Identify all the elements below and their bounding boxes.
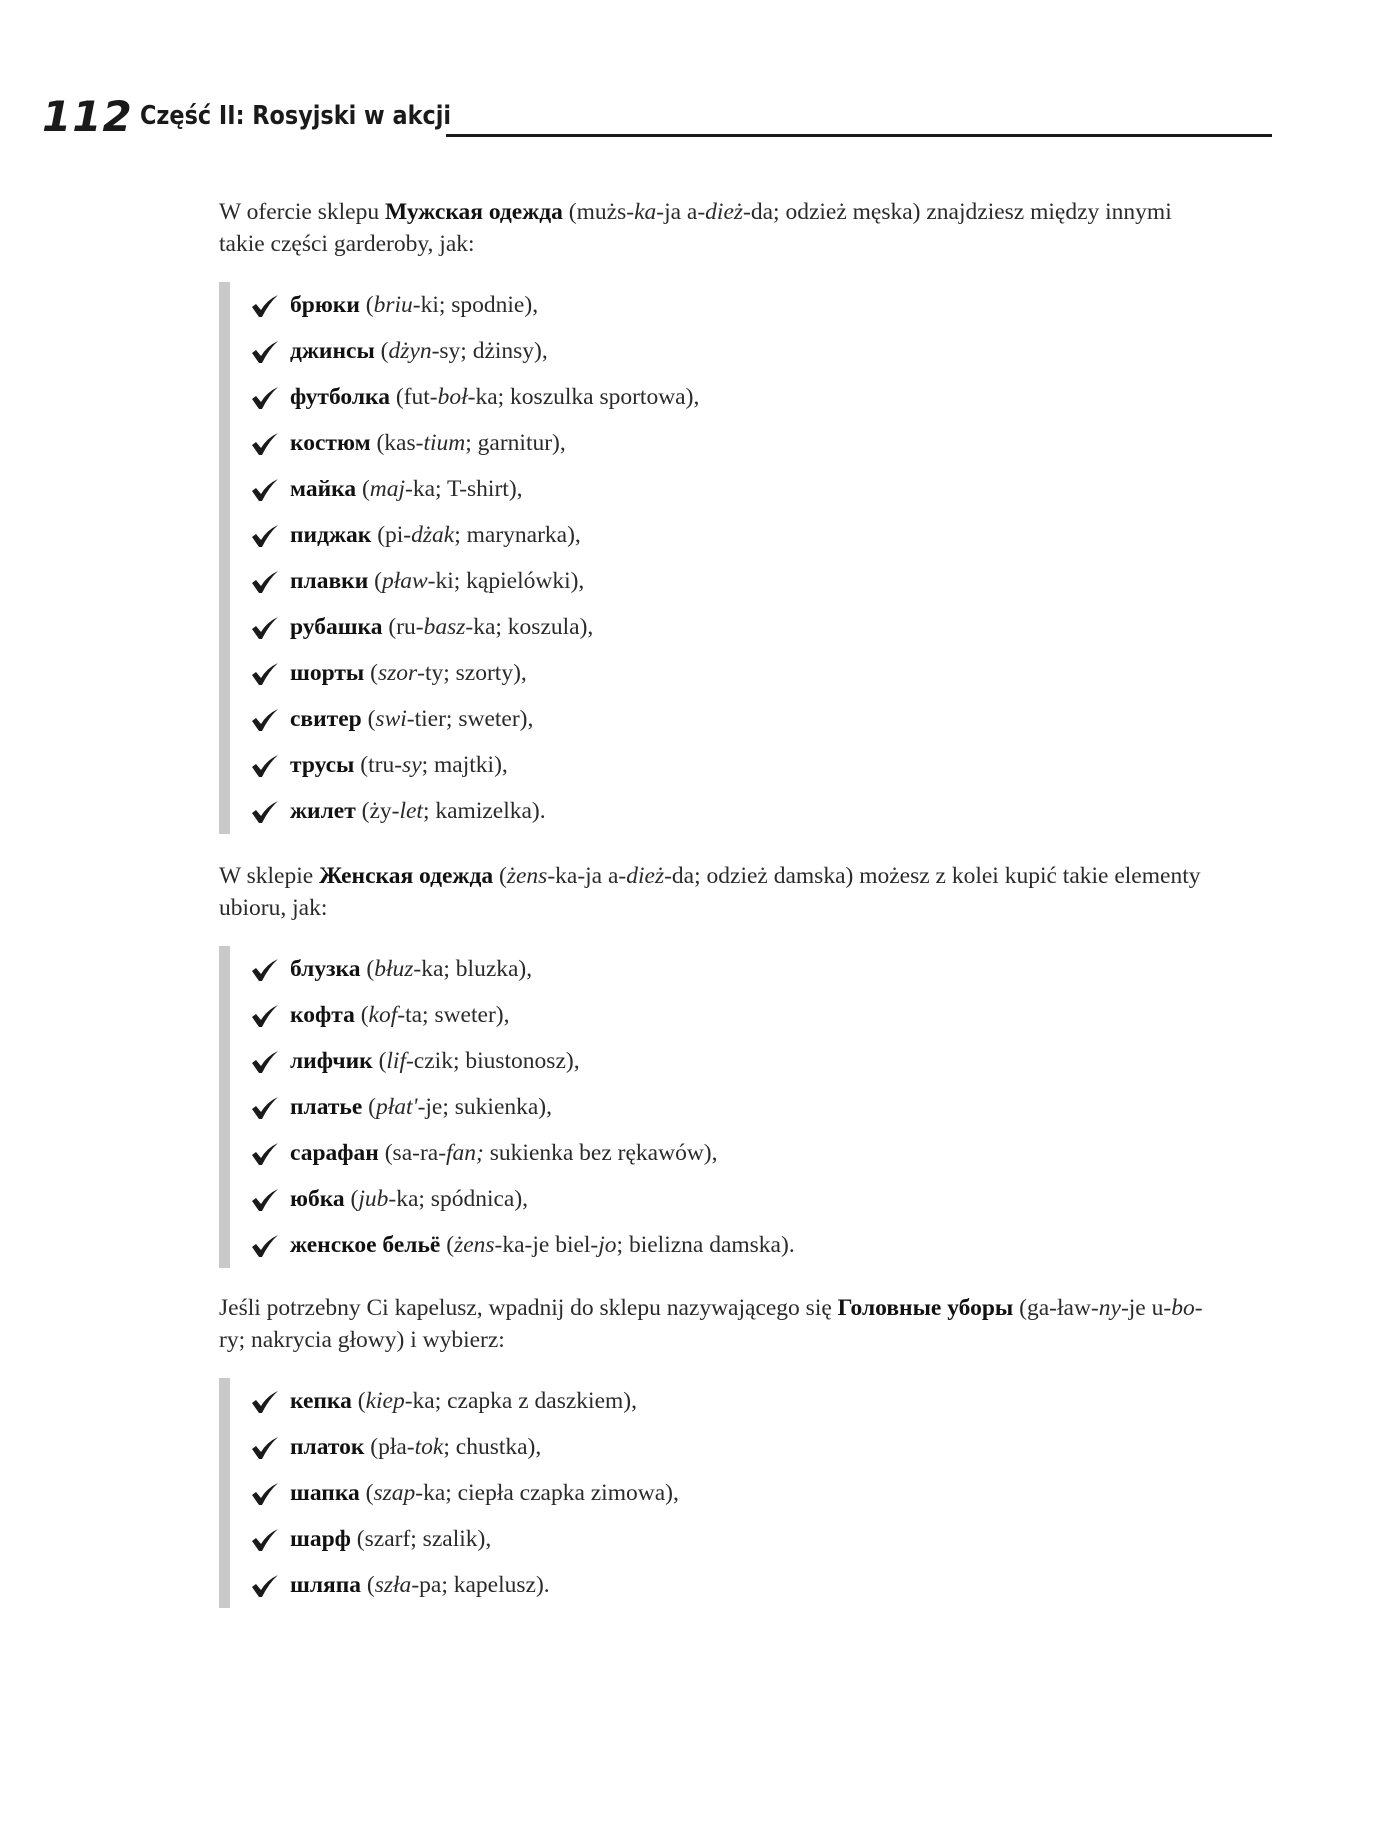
list-item: шорты (szor-ty; szorty),	[230, 650, 1130, 696]
checkmark-icon	[250, 1528, 280, 1552]
mens-clothing-list	[219, 282, 1130, 834]
russian-word: брюки	[290, 292, 360, 318]
checkmark-icon	[250, 340, 280, 364]
checkmark-icon	[250, 1050, 280, 1074]
list-item: брюки (briu-ki; spodnie),	[230, 282, 1130, 328]
checkmark-icon	[250, 478, 280, 502]
russian-word: кофта	[290, 1002, 355, 1028]
russian-word: рубашка	[290, 614, 383, 640]
russian-word: костюм	[290, 430, 371, 456]
list-item: платье (płat'-je; sukienka),	[230, 1084, 1130, 1130]
store-name: Мужская одежда	[384, 199, 563, 225]
checkmark-icon	[250, 570, 280, 594]
list-item: платок (pła-tok; chustka),	[230, 1424, 1130, 1470]
list-item: рубашка (ru-basz-ka; koszula),	[230, 604, 1130, 650]
checkmark-icon	[250, 708, 280, 732]
checkmark-icon	[250, 294, 280, 318]
womens-clothing-list	[219, 946, 1130, 1268]
russian-word: платок	[290, 1434, 365, 1460]
list-item: шарф (szarf; szalik),	[230, 1516, 1130, 1562]
russian-word: блузка	[290, 956, 361, 982]
page-header	[42, 92, 1242, 142]
list-item: лифчик (lif-czik; biustonosz),	[230, 1038, 1130, 1084]
russian-word: шляпа	[290, 1572, 362, 1598]
checkmark-icon	[250, 1096, 280, 1120]
checkmark-icon	[250, 662, 280, 686]
russian-word: шапка	[290, 1480, 360, 1506]
russian-word: свитер	[290, 706, 362, 732]
checkmark-icon	[250, 432, 280, 456]
list-item: пиджак (pi-dżak; marynarka),	[230, 512, 1130, 558]
russian-word: плавки	[290, 568, 369, 594]
russian-word: шарф	[290, 1526, 351, 1552]
list-item: плавки (pław-ki; kąpielówki),	[230, 558, 1130, 604]
checkmark-icon	[250, 1574, 280, 1598]
list-item: костюм (kas-tium; garnitur),	[230, 420, 1130, 466]
russian-word: кепка	[290, 1388, 352, 1414]
checkmark-icon	[250, 958, 280, 982]
russian-word: юбка	[290, 1186, 345, 1212]
store-name: Женская одежда	[319, 863, 494, 889]
russian-word: шорты	[290, 660, 365, 686]
list-item: шапка (szap-ka; ciepła czapka zimowa),	[230, 1470, 1130, 1516]
chapter-title: Część II: Rosyjski w akcji	[140, 101, 452, 131]
list-item: майка (maj-ka; T-shirt),	[230, 466, 1130, 512]
list-item: блузка (błuz-ka; bluzka),	[230, 946, 1130, 992]
headwear-list	[219, 1378, 1130, 1608]
list-item: шляпа (szła-pa; kapelusz).	[230, 1562, 1130, 1608]
header-rule	[446, 134, 1272, 137]
checkmark-icon	[250, 524, 280, 548]
checkmark-icon	[250, 1482, 280, 1506]
list-item: женское бельё (żens-ka-je biel-jo; bielizna damska).	[230, 1222, 1130, 1268]
list-item: юбка (jub-ka; spódnica),	[230, 1176, 1130, 1222]
store-name: Головные уборы	[837, 1295, 1014, 1321]
russian-word: платье	[290, 1094, 363, 1120]
russian-word: лифчик	[290, 1048, 373, 1074]
list-item: трусы (tru-sy; majtki),	[230, 742, 1130, 788]
checkmark-icon	[250, 1234, 280, 1258]
checkmark-icon	[250, 1142, 280, 1166]
russian-word: сарафан	[290, 1140, 379, 1166]
checkmark-icon	[250, 386, 280, 410]
checkmark-icon	[250, 754, 280, 778]
list-item: свитер (swi-tier; sweter),	[230, 696, 1130, 742]
russian-word: джинсы	[290, 338, 375, 364]
list-item: сарафан (sa-ra-fan; sukienka bez rękawów),	[230, 1130, 1130, 1176]
russian-word: футболка	[290, 384, 390, 410]
intro-paragraph-1: W ofercie sklepu Мужская одежда (mużs-ka-ja a-dież-da; odzież męska) znajdziesz między innymi takie części garderoby, jak:	[219, 199, 1172, 257]
checkmark-icon	[250, 1004, 280, 1028]
list-item: кепка (kiep-ka; czapka z daszkiem),	[230, 1378, 1130, 1424]
checkmark-icon	[250, 616, 280, 640]
page-number: 112	[42, 92, 133, 141]
list-item: жилет (ży-let; kamizelka).	[230, 788, 1130, 834]
russian-word: майка	[290, 476, 357, 502]
russian-word: женское бельё	[290, 1232, 441, 1258]
checkmark-icon	[250, 800, 280, 824]
checkmark-icon	[250, 1188, 280, 1212]
russian-word: жилет	[290, 798, 356, 824]
russian-word: трусы	[290, 752, 355, 778]
russian-word: пиджак	[290, 522, 372, 548]
checkmark-icon	[250, 1436, 280, 1460]
checkmark-icon	[250, 1390, 280, 1414]
list-item: джинсы (dżyn-sy; dżinsy),	[230, 328, 1130, 374]
list-item: кофта (kof-ta; sweter),	[230, 992, 1130, 1038]
list-item: футболка (fut-boł-ka; koszulka sportowa),	[230, 374, 1130, 420]
intro-paragraph-2: W sklepie Женская одежда (żens-ka-ja a-dież-da; odzież damska) możesz z kolei kupić takie elementy ubioru, jak:	[219, 863, 1201, 921]
intro-paragraph-3: Jeśli potrzebny Ci kapelusz, wpadnij do sklepu nazywającego się Головные уборы (ga-ław-ny-je u-bo-ry; nakrycia głowy) i wybierz:	[219, 1295, 1203, 1353]
